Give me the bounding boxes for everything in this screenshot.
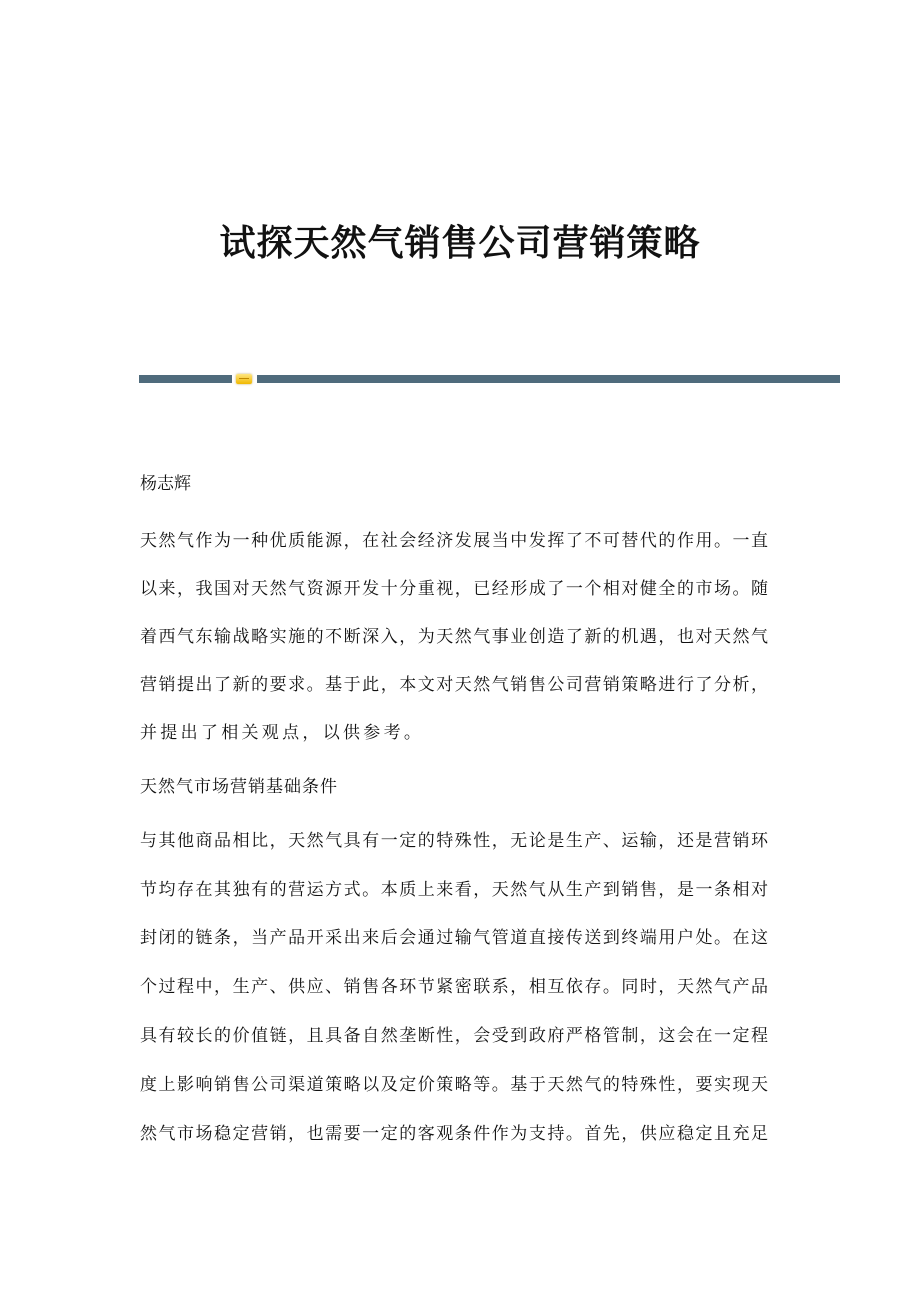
paragraph-line: 个过程中，生产、供应、销售各环节紧密联系，相互依存。同时，天然气产品 [140,977,768,997]
title-divider-left [139,375,232,383]
title-divider-right [257,375,840,383]
divider-emblem-icon [236,374,252,384]
author-name: 杨志辉 [140,474,191,494]
paragraph-line: 具有较长的价值链，且具备自然垄断性，会受到政府严格管制，这会在一定程 [140,1026,768,1046]
paragraph-line: 节均存在其独有的营运方式。本质上来看，天然气从生产到销售，是一条相对 [140,880,768,900]
paragraph-line: 天然气作为一种优质能源，在社会经济发展当中发挥了不可替代的作用。一直 [140,531,768,551]
paragraph-line: 封闭的链条，当产品开采出来后会通过输气管道直接传送到终端用户处。在这 [140,928,768,948]
paragraph-line: 营销提出了新的要求。基于此，本文对天然气销售公司营销策略进行了分析， [140,675,768,695]
paragraph-line: 度上影响销售公司渠道策略以及定价策略等。基于天然气的特殊性，要实现天 [140,1075,768,1095]
document-title: 试探天然气销售公司营销策略 [219,222,701,264]
paragraph-line: 以来，我国对天然气资源开发十分重视，已经形成了一个相对健全的市场。随 [140,579,768,599]
paragraph-line: 着西气东输战略实施的不断深入，为天然气事业创造了新的机遇，也对天然气 [140,627,768,647]
section-heading: 天然气市场营销基础条件 [140,777,338,797]
paragraph-line: 然气市场稳定营销，也需要一定的客观条件作为支持。首先，供应稳定且充足 [140,1124,768,1144]
paragraph-line: 与其他商品相比，天然气具有一定的特殊性，无论是生产、运输，还是营销环 [140,831,768,851]
paragraph-line: 并提出了相关观点，以供参考。 [140,723,425,743]
